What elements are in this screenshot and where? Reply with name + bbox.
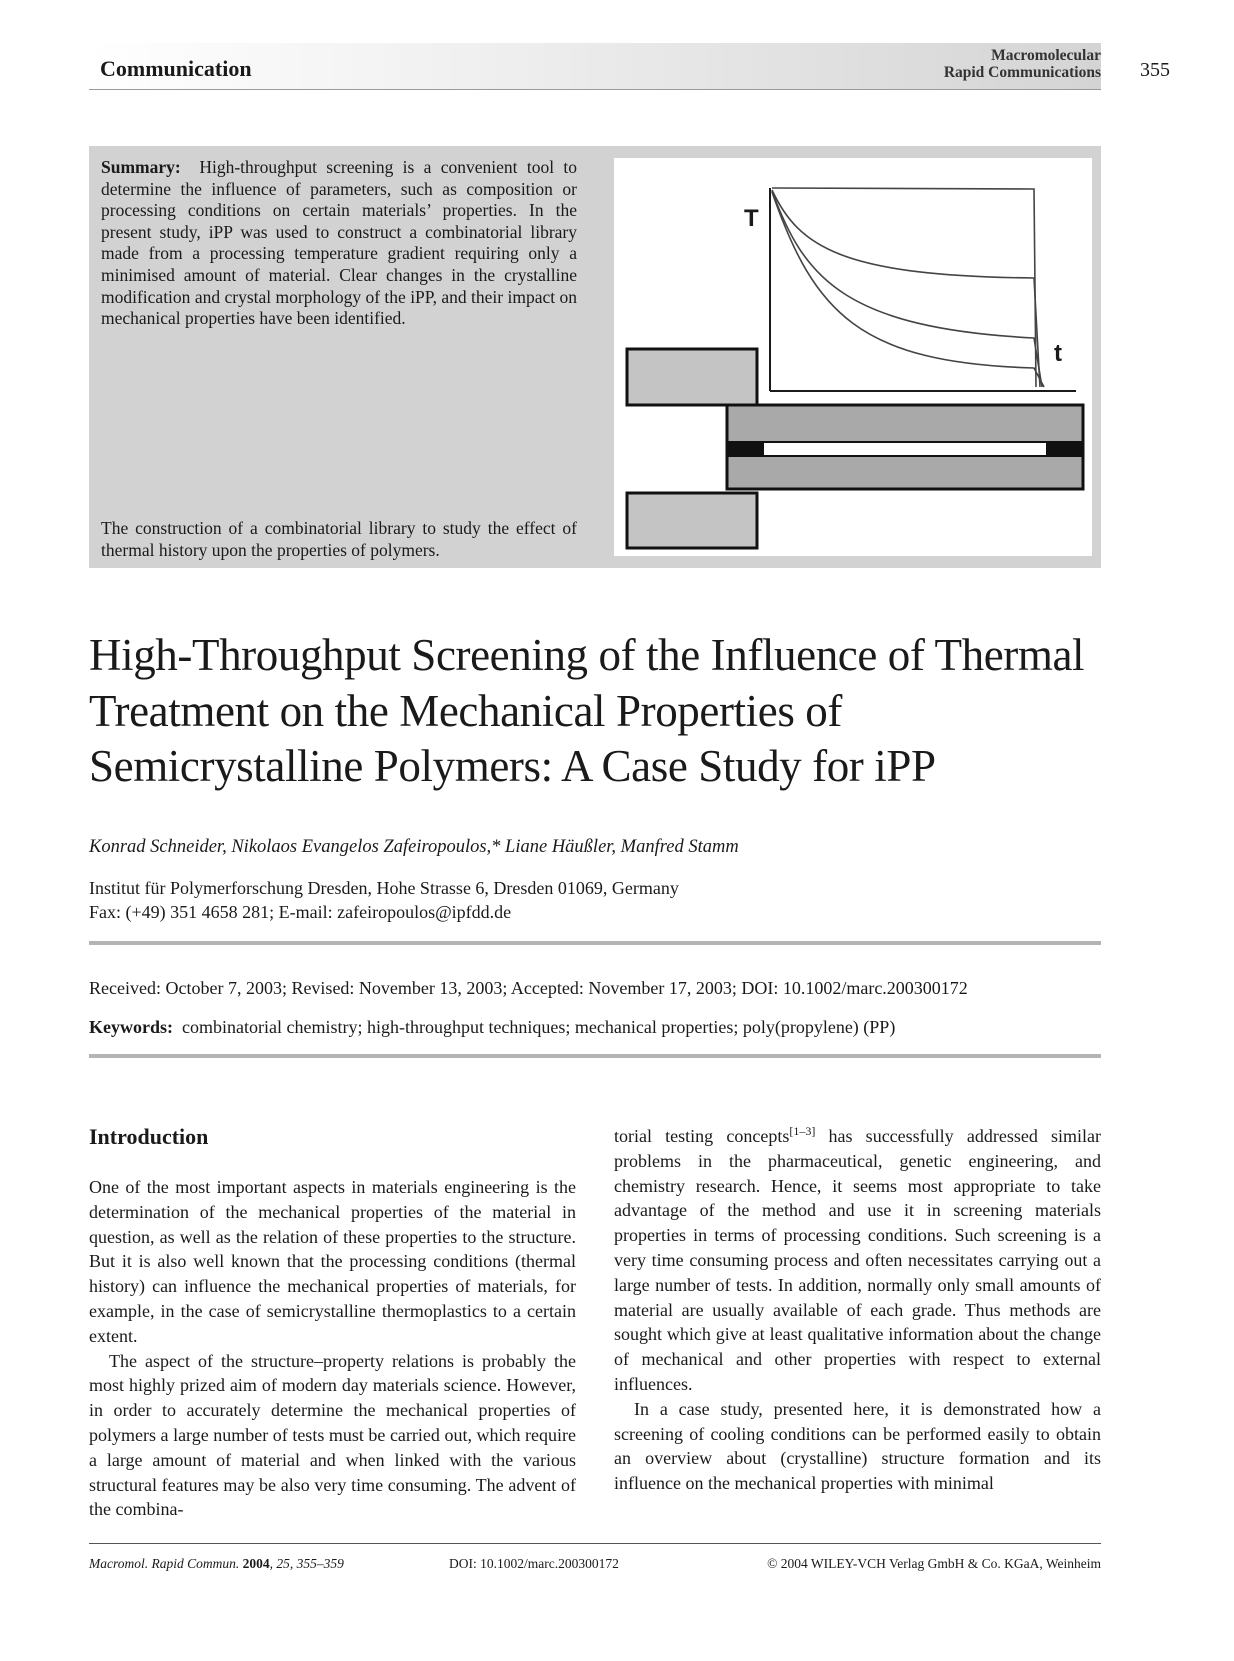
page-number: 355 <box>1140 59 1170 81</box>
footer-volume-pages: , 25, 355–359 <box>269 1556 344 1571</box>
affiliation <box>89 876 679 924</box>
polymer-sample-strip <box>764 443 1046 455</box>
journal-logo <box>944 47 1101 81</box>
body-text: has successfully addressed similar problems in the pharmaceutical, genetic engineering, and chemistry research. Hence, it seems most appropriate to take advantage of the method and use it in screening materials properties in terms of processing conditions. Such screening is a very time consuming process and often necessitates carrying out a large number of tests. In addition, normally only small amounts of material are usually available of each grade. Thus methods are sought which give at least qualitative information about the change of mechanical and other properties with respect to external influences. <box>614 1126 1101 1394</box>
thermal-library-schematic <box>614 158 1092 556</box>
fast-cooling-curve <box>772 192 1044 387</box>
journal-logo-line2: Rapid Communications <box>943 64 1101 81</box>
keywords-label: Keywords: <box>89 1017 173 1037</box>
journal-logo-line1: Macromolecular <box>991 47 1101 64</box>
section-label: Communication <box>100 56 252 81</box>
slow-cooling-curve <box>772 190 1040 387</box>
lower-heating-block <box>627 493 757 548</box>
divider-bottom <box>89 1054 1101 1058</box>
divider-top <box>89 941 1101 945</box>
section-heading-introduction: Introduction <box>89 1124 209 1149</box>
footer-copyright: © 2004 WILEY-VCH Verlag GmbH & Co. KGaA, Weinheim <box>767 1556 1101 1571</box>
affiliation-contact: Fax: (+49) 351 4658 281; E-mail: zafeiropoulos@ipfdd.de <box>89 902 512 922</box>
publication-dates: Received: October 7, 2003; Revised: November 13, 2003; Accepted: November 17, 2003; DOI: 10.1002/marc.200300172 <box>89 978 968 998</box>
affiliation-address: Institut für Polymerforschung Dresden, Hohe Strasse 6, Dresden 01069, Germany <box>89 878 679 898</box>
keywords-line <box>89 1017 895 1038</box>
body-paragraph: In a case study, presented here, it is demonstrated how a screening of cooling conditions can be performed easily to obtain an overview about (crystalline) structure formation and its influence on the mechanical properties with minimal <box>614 1398 1101 1494</box>
body-column-left <box>89 1175 576 1522</box>
upper-heating-block <box>627 349 757 405</box>
isothermal-curve <box>772 188 1036 387</box>
author-list: Konrad Schneider, Nikolaos Evangelos Zafeiropoulos,* Liane Häußler, Manfred Stamm <box>89 837 739 857</box>
body-paragraph: One of the most important aspects in materials engineering is the determination of the mechanical properties of the material in question, as well as the relation of these properties to the structure. But it is also well known that the processing conditions (thermal history) can influence the mechanical properties of materials, for example, in the case of semicrystalline thermoplastics to a certain extent. <box>89 1177 576 1346</box>
medium-cooling-curve <box>772 191 1042 387</box>
summary-paragraph <box>101 157 577 330</box>
footer-journal: Macromol. Rapid Commun. <box>89 1556 240 1571</box>
reference-citation: [1–3] <box>789 1124 816 1138</box>
footer-year: 2004 <box>242 1556 270 1571</box>
summary-text: High-throughput screening is a convenient tool to determine the influence of parameters, such as composition or processing conditions on certain materials’ properties. In the present study, iPP was used to construct a combinatorial library made from a processing temperature gradient requiring only a minimised amount of material. Clear changes in the crystalline modification and crystal morphology of the iPP, and their impact on mechanical properties have been identified. <box>101 157 578 329</box>
summary-label: Summary: <box>101 157 181 177</box>
footer-doi: DOI: 10.1002/marc.200300172 <box>449 1556 619 1571</box>
body-paragraph: The aspect of the structure–property relations is probably the most highly prized aim of modern day materials science. However, in order to accurately determine the mechanical properties of polymers a large number of tests must be carried out, which require a large amount of material and when linked with the various structural features may be also very time consuming. The advent of the combina- <box>89 1350 576 1520</box>
plot-y-label: T <box>744 205 759 232</box>
footer-rule <box>89 1543 1101 1544</box>
plot-x-label: t <box>1054 340 1062 367</box>
footer-citation <box>89 1556 344 1572</box>
article-title: High-Throughput Screening of the Influence of Thermal Treatment on the Mechanical Properties of Semicrystalline Polymers: A Case Study for iPP <box>89 630 1085 791</box>
body-text: torial testing concepts <box>614 1126 790 1146</box>
figure-panel <box>614 158 1092 556</box>
body-paragraph <box>614 1124 1101 1397</box>
figure-caption: The construction of a combinatorial library to study the effect of thermal history upon the properties of polymers. <box>101 518 577 560</box>
keywords-list: combinatorial chemistry; high-throughput techniques; mechanical properties; poly(propylene) (PP) <box>182 1017 896 1037</box>
body-column-right <box>614 1124 1101 1496</box>
